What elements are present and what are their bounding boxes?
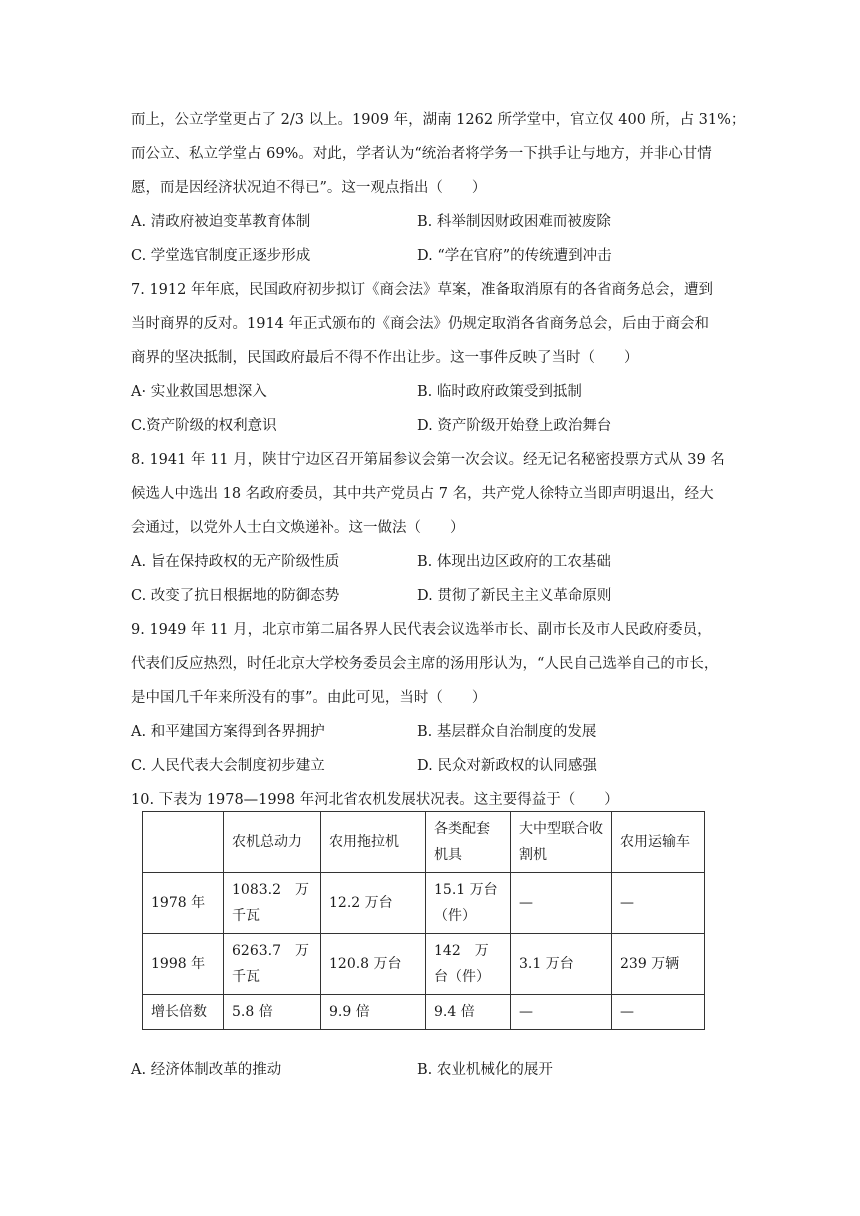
table-cell: 3.1 万台 bbox=[511, 934, 612, 995]
q6-option-d: D. “学在官府”的传统遭到冲击 bbox=[417, 248, 612, 264]
q7-option-c: C.资产阶级的权利意识 bbox=[131, 418, 277, 434]
q9-option-a: A. 和平建国方案得到各界拥护 bbox=[131, 724, 325, 740]
q9-text-line-2: 代表们反应热烈，时任北京大学校务委员会主席的汤用彤认为，“人民自己选举自己的市长， bbox=[131, 656, 719, 672]
q7-option-a: A· 实业救国思想深入 bbox=[131, 384, 267, 400]
table-header-cell: 农用运输车 bbox=[612, 812, 705, 873]
q6-option-b: B. 科举制因财政困难而被废除 bbox=[417, 214, 611, 230]
table-header-cell: 农用拖拉机 bbox=[321, 812, 426, 873]
q10-option-b: B. 农业机械化的展开 bbox=[417, 1062, 553, 1078]
q9-text-line-3: 是中国几千年来所没有的事”。由此可见，当时（ ） bbox=[131, 690, 487, 706]
table-cell: 9.9 倍 bbox=[321, 995, 426, 1030]
table-cell: 6263.7 万千瓦 bbox=[224, 934, 321, 995]
table-header-cell: 大中型联合收割机 bbox=[511, 812, 612, 873]
table-header-cell bbox=[143, 812, 224, 873]
table-cell: — bbox=[612, 995, 705, 1030]
q7-option-b: B. 临时政府政策受到抵制 bbox=[417, 384, 582, 400]
q8-text-line-1: 8. 1941 年 11 月，陕甘宁边区召开第届参议会第一次会议。经无记名秘密投票方式从 39 名 bbox=[131, 452, 725, 468]
q8-text-line-2: 候选人中选出 18 名政府委员，其中共产党员占 7 名，共产党人徐特立当即声明退出，经大 bbox=[131, 486, 714, 502]
q7-text-line-2: 当时商界的反对。1914 年正式颁布的《商会法》仍规定取消各省商务总会，后由于商会和 bbox=[131, 316, 710, 332]
q6-option-a: A. 清政府被迫变革教育体制 bbox=[131, 214, 311, 230]
q6-text-line-2: 而公立、私立学堂占 69%。对此，学者认为“统治者将学务一下拱手让与地方，并非心甘情 bbox=[131, 146, 712, 162]
table-cell: 1998 年 bbox=[143, 934, 224, 995]
table-cell: — bbox=[612, 873, 705, 934]
table-cell: 1083.2 万千瓦 bbox=[224, 873, 321, 934]
table-row bbox=[143, 995, 705, 1030]
q8-option-a: A. 旨在保持政权的无产阶级性质 bbox=[131, 554, 340, 570]
q8-text-line-3: 会通过，以党外人士白文焕递补。这一做法（ ） bbox=[131, 520, 465, 536]
table-cell: — bbox=[511, 995, 612, 1030]
table-row bbox=[143, 873, 705, 934]
table-row bbox=[143, 934, 705, 995]
q8-option-d: D. 贯彻了新民主主义革命原则 bbox=[417, 588, 612, 604]
q8-option-c: C. 改变了抗日根据地的防御态势 bbox=[131, 588, 340, 604]
q8-option-b: B. 体现出边区政府的工农基础 bbox=[417, 554, 611, 570]
q9-option-c: C. 人民代表大会制度初步建立 bbox=[131, 758, 325, 774]
table-cell: 239 万辆 bbox=[612, 934, 705, 995]
table-cell: 15.1 万台（件） bbox=[426, 873, 511, 934]
table-cell: 12.2 万台 bbox=[321, 873, 426, 934]
table-header-cell: 各类配套机具 bbox=[426, 812, 511, 873]
q7-option-d: D. 资产阶级开始登上政治舞台 bbox=[417, 418, 612, 434]
q6-option-c: C. 学堂选官制度正逐步形成 bbox=[131, 248, 311, 264]
table-header-row bbox=[143, 812, 705, 873]
table-cell: — bbox=[511, 873, 612, 934]
q7-text-line-1: 7. 1912 年年底，民国政府初步拟订《商会法》草案，准备取消原有的各省商务总会，遭到 bbox=[131, 282, 713, 298]
table-cell: 5.8 倍 bbox=[224, 995, 321, 1030]
table-header-cell: 农机总动力 bbox=[224, 812, 321, 873]
farm-machinery-table bbox=[142, 811, 705, 1030]
q6-text-line-1: 而上，公立学堂更占了 2/3 以上。1909 年，湖南 1262 所学堂中，官立仅 400 所，占 31%； bbox=[131, 112, 746, 128]
table-cell: 142 万台（件） bbox=[426, 934, 511, 995]
q9-text-line-1: 9. 1949 年 11 月，北京市第二届各界人民代表会议选举市长、副市长及市人民政府委员， bbox=[131, 622, 712, 638]
table-cell: 9.4 倍 bbox=[426, 995, 511, 1030]
table-cell: 1978 年 bbox=[143, 873, 224, 934]
q9-option-d: D. 民众对新政权的认同感强 bbox=[417, 758, 597, 774]
q6-text-line-3: 愿，而是因经济状况迫不得已”。这一观点指出（ ） bbox=[131, 180, 487, 196]
q9-option-b: B. 基层群众自治制度的发展 bbox=[417, 724, 597, 740]
table-cell: 120.8 万台 bbox=[321, 934, 426, 995]
q10-text-line: 10. 下表为 1978—1998 年河北省农机发展状况表。这主要得益于（ ） bbox=[131, 792, 619, 808]
q10-option-a: A. 经济体制改革的推动 bbox=[131, 1062, 282, 1078]
table-cell: 增长倍数 bbox=[143, 995, 224, 1030]
q7-text-line-3: 商界的坚决抵制，民国政府最后不得不作出让步。这一事件反映了当时（ ） bbox=[131, 350, 639, 366]
